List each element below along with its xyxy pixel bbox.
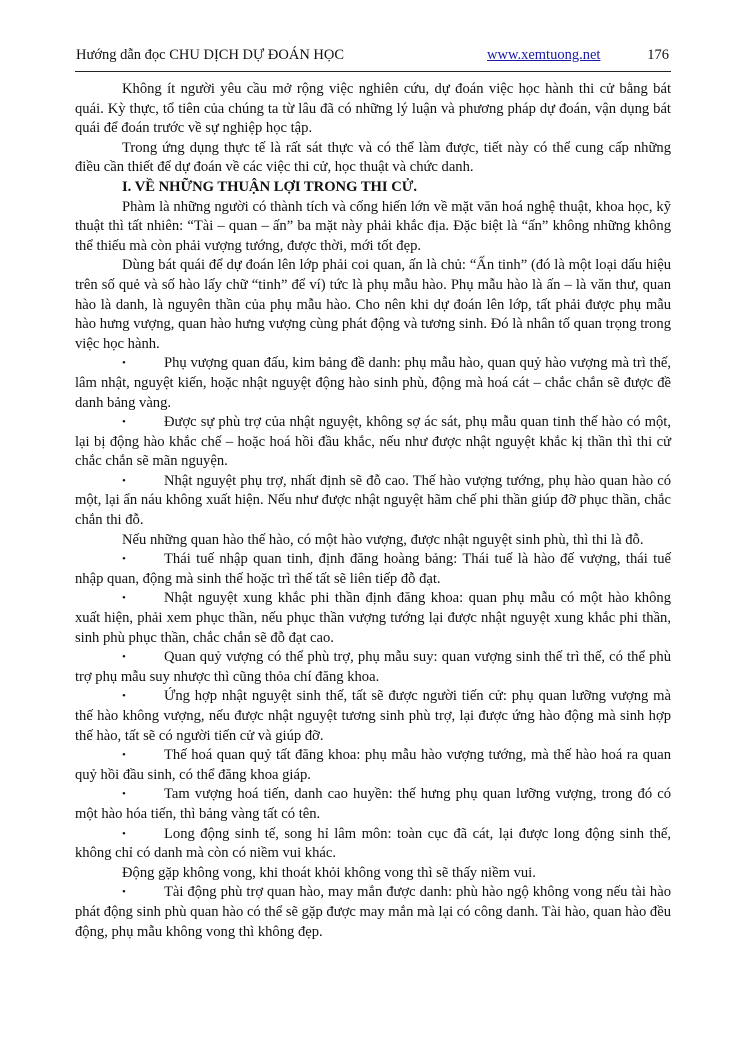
bullet-icon: • [122, 357, 126, 370]
paragraph: Trong ứng dụng thực tế là rất sát thực và có thể làm được, tiết này có thể cung cấp những điều cần thiết để dự đoán về các việc thi cử, học thuật và chức danh. [75, 139, 671, 176]
header-divider [75, 71, 671, 72]
paragraph: Không ít người yêu cầu mở rộng việc nghiên cứu, dự đoán việc học hành thi cử bằng bát quái. Kỳ thực, tổ tiên của chúng ta từ lâu đã có những lý luận và phương pháp dự đoán, vận dụng bát quái để đoán trước về sự nghiệp học tập. [75, 81, 671, 137]
bullet-text: Quan quỷ vượng có thể phù trợ, phụ mẫu suy: quan vượng sinh thế trì thế, có thể phù trợ phụ mẫu suy nhược thì cũng thỏa chí đăng khoa. [75, 649, 671, 685]
bullet-item [75, 413, 671, 472]
paragraph: Nếu những quan hào thế hào, có một hào vượng, được nhật nguyệt sinh phù, thì thi là đỗ. [122, 531, 644, 548]
bullet-item [75, 825, 671, 864]
bullet-item [75, 883, 671, 942]
bullet-item [75, 589, 671, 648]
page-number: 176 [647, 47, 669, 63]
bullet-icon: • [122, 553, 126, 566]
document-page [75, 44, 671, 940]
bullet-icon: • [122, 827, 126, 840]
bullet-icon: • [122, 592, 126, 605]
bullet-icon: • [122, 690, 126, 703]
bullet-text: Nhật nguyệt phụ trợ, nhất định sẽ đỗ cao. Thế hào vượng tướng, phụ hào quan hào có một, lại ẩn náu không xuất hiện. Nếu như được nhật nguyệt hãm chế phi thần giúp đỡ phục thần, chắc chắn thi đỗ. [75, 472, 671, 529]
bullet-text: Thế hoá quan quỷ tất đăng khoa: phụ mẫu hào vượng tướng, mà thế hào hoá ra quan quỷ hồi đầu sinh, có thể đăng khoa giáp. [75, 747, 671, 783]
bullet-text: Nhật nguyệt xung khắc phi thần định đăng khoa: quan phụ mẫu có một hào không xuất hiện, phải xem phục thần, nếu phục thần vượng tướng lại được nhật nguyệt xung khắc phi thần, sinh phù phục thần, chắc chắn sẽ đỗ đạt cao. [75, 590, 671, 646]
paragraph: Dùng bát quái để dự đoán lên lớp phải coi quan, ấn là chủ: “Ấn tinh” (đó là một loại dấu hiệu trên số quẻ và số hào lấy chữ “tinh” để ví) tức là phụ mẫu hào. Phụ mẫu hào là ấn – là văn thư, quan hào là danh, là nguyên thần của phụ mẫu hào. Cho nên khi dự đoán lên lớp, tất phải được phụ mẫu hào hưng vượng, quan hào hưng vượng cùng phát động và tương sinh. Đó là nhân tố quan trọng trong việc học hành. [75, 257, 671, 352]
bullet-text: Tài động phù trợ quan hào, may mắn được danh: phù hào ngộ không vong nếu tài hào phát động sinh phù quan hào có thể sẽ gặp được may mắn mà lại có công danh. Tài hào, quan hào đều động, phụ mẫu không vong thì không đẹp. [75, 884, 671, 940]
bullet-icon: • [122, 651, 126, 664]
bullet-item [75, 687, 671, 746]
bullet-text: Long động sinh tế, song hỉ lâm môn: toàn cục đã cát, lại được long động sinh thế, không chỉ có danh mà còn có niềm vui khác. [75, 825, 671, 862]
bullet-item [75, 550, 671, 589]
bullet-item [75, 354, 671, 413]
paragraph: Phàm là những người có thành tích và cống hiến lớn về mặt văn hoá nghệ thuật, khoa học, kỹ thuật thì tất nhiên: “Tài – quan – ấn” ba mặt này phải khắc địa. Đặc biệt là “ấn” không những không thể thiếu mà còn phải vượng tướng, được thời, mới tốt đẹp. [75, 198, 671, 254]
paragraph: Động gặp không vong, khi thoát khỏi không vong thì sẽ thấy niềm vui. [122, 864, 536, 881]
bullet-item [75, 472, 671, 531]
bullet-item [75, 785, 671, 824]
bullet-icon: • [122, 788, 126, 801]
bullet-icon: • [122, 474, 126, 487]
body-text [75, 80, 671, 942]
bullet-text: Tam vượng hoá tiến, danh cao huyền: thế hưng phụ quan lưỡng vượng, trong đó có một hào hóa tiến, thì bảng vàng tất có tên. [75, 786, 671, 822]
bullet-text: Phụ vượng quan đấu, kim bảng đề danh: phụ mẫu hào, quan quỷ hào vượng mà trì thế, lâm nhật, nguyệt kiến, hoặc nhật nguyệt động hào sinh phù, động mà hoá cát – chắc chắn sẽ được đề danh bảng vàng. [75, 355, 671, 411]
page-header [75, 44, 671, 66]
bullet-item [75, 648, 671, 687]
bullet-icon: • [122, 416, 126, 429]
bullet-icon: • [122, 749, 126, 762]
bullet-icon: • [122, 886, 126, 899]
bullet-text: Được sự phù trợ của nhật nguyệt, không sợ ác sát, phụ mẫu quan tinh thế hào có một, lại bị động hào khắc chế – hoặc hoá hồi đầu khắc, nếu như được nhật nguyệt khắc kị thần thì thi cử chắc chắn sẽ mãn nguyện. [75, 414, 671, 470]
header-title: Hướng dẫn đọc CHU DỊCH DỰ ĐOÁN HỌC [76, 47, 345, 63]
bullet-text: Ứng hợp nhật nguyệt sinh thế, tất sẽ được người tiến cử: phụ quan lưỡng vượng mà thế hào không vượng, nếu được nhật nguyệt tương sinh phù trợ, lại được ứng hào động mà sinh hợp thế hào, tất sẽ có người tiến cử và giúp đỡ. [75, 688, 671, 744]
website-link[interactable]: www.xemtuong.net [487, 47, 601, 63]
bullet-text: Thái tuế nhập quan tinh, định đăng hoàng bảng: Thái tuế là hào đế vượng, thái tuế nhập quan, động mà sinh thế hoặc trì thế tất sẽ liên tiếp đỗ đạt. [75, 551, 671, 587]
bullet-item [75, 746, 671, 785]
section-heading: I. VỀ NHỮNG THUẬN LỢI TRONG THI CỬ. [122, 178, 418, 195]
